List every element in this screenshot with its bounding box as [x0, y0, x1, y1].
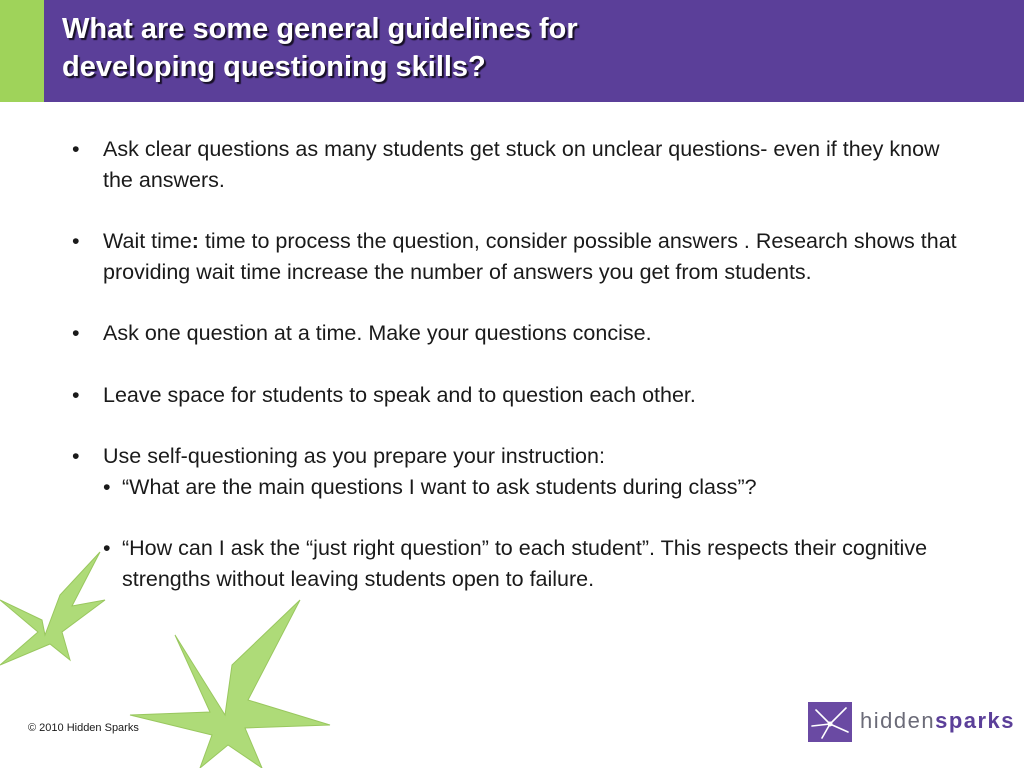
accent-stripe	[0, 0, 44, 102]
list-item	[72, 441, 972, 472]
logo-wordmark	[860, 708, 1015, 734]
bullet-icon: •	[72, 444, 80, 468]
list-item	[72, 380, 972, 411]
title-line-1: What are some general guidelines for	[62, 13, 578, 45]
bullet-text: Use self-questioning as you prepare your instruction:	[103, 444, 605, 468]
logo-text-sparks: sparks	[935, 708, 1016, 733]
logo-text-hidden: hidden	[860, 708, 936, 733]
list-item	[72, 226, 972, 287]
star-shape	[0, 552, 105, 665]
bullet-lead-colon: :	[191, 229, 199, 253]
star-shape	[130, 600, 330, 768]
sparkle-icon	[808, 702, 852, 742]
sub-list-item	[72, 472, 972, 503]
bullet-icon: •	[72, 229, 80, 253]
bullet-icon: •	[72, 382, 80, 407]
sub-bullet-text: “What are the main questions I want to ask students during class”?	[122, 474, 757, 499]
bullet-text: time to process the question, consider possible answers . Research shows that providing wait time increase the number of answers you get from students.	[103, 229, 957, 284]
bullet-icon: •	[103, 536, 111, 560]
bullet-icon: •	[72, 321, 80, 345]
bullet-icon: •	[103, 474, 111, 499]
hidden-sparks-logo	[808, 700, 1016, 744]
bullet-icon: •	[72, 137, 80, 161]
slide-title	[62, 10, 962, 86]
list-item	[72, 134, 972, 195]
bullet-text: Ask clear questions as many students get stuck on unclear questions- even if they know the answers.	[103, 137, 940, 192]
list-item	[72, 318, 972, 349]
bullet-list	[72, 134, 972, 594]
title-line-2: developing questioning skills?	[62, 51, 486, 83]
bullet-text: Ask one question at a time. Make your questions concise.	[103, 321, 652, 345]
copyright-footer: © 2010 Hidden Sparks	[28, 722, 139, 734]
sub-bullet-text: “How can I ask the “just right question” to each student”. This respects their cognitive strengths without leaving students open to failure.	[122, 536, 928, 591]
bullet-text: Leave space for students to speak and to question each other.	[103, 382, 696, 407]
bullet-lead: Wait time	[103, 229, 192, 253]
